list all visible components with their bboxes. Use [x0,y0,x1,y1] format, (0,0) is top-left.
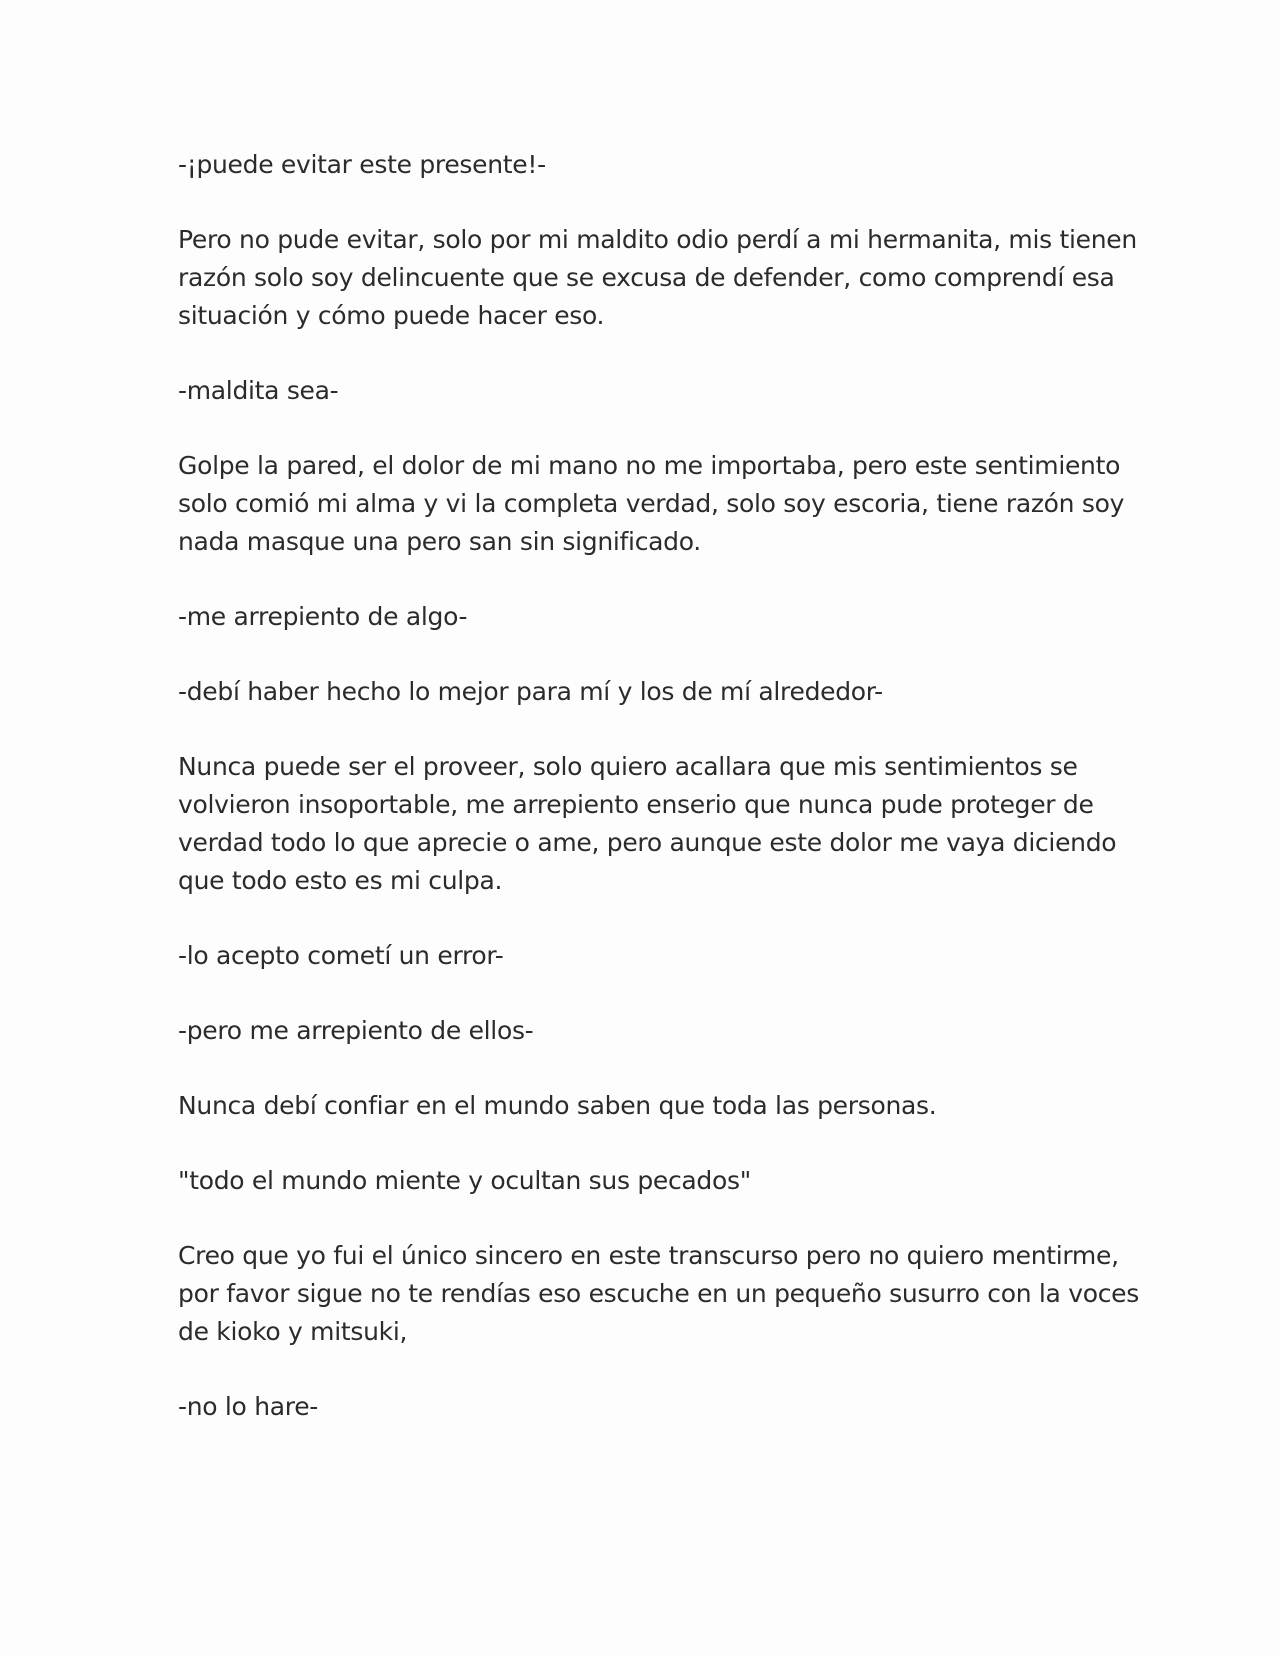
text-line: nada masque una pero san sin significado. [178,527,701,556]
paragraph [178,221,1137,335]
text-line: Creo que yo fui el único sincero en este transcurso pero no quiero mentirme, [178,1241,1119,1270]
text-line: solo comió mi alma y vi la completa verdad, solo soy escoria, tiene razón soy [178,489,1125,518]
paragraph [178,1237,1139,1351]
paragraph [178,372,1118,410]
text-line: -lo acepto cometí un error- [178,941,504,970]
text-line: "todo el mundo miente y ocultan sus pecados" [178,1166,751,1195]
text-line: Nunca puede ser el proveer, solo quiero acallara que mis sentimientos se [178,752,1078,781]
text-line: Pero no pude evitar, solo por mi maldito odio perdí a mi hermanita, mis tienen [178,225,1137,254]
text-line: razón solo soy delincuente que se excusa de defender, como comprendí esa [178,263,1115,292]
text-line: -maldita sea- [178,376,339,405]
text-line: -pero me arrepiento de ellos- [178,1016,534,1045]
paragraph [178,146,1118,184]
text-line: que todo esto es mi culpa. [178,866,503,895]
paragraph [178,748,1118,900]
text-line: Nunca debí confiar en el mundo saben que toda las personas. [178,1091,937,1120]
paragraph [178,598,1118,636]
text-line: por favor sigue no te rendías eso escuche en un pequeño susurro con la voces [178,1279,1139,1308]
paragraph [178,1162,1118,1200]
text-line: de kioko y mitsuki, [178,1317,408,1346]
paragraph [178,1012,1118,1050]
document-page [178,146,1139,1463]
paragraph [178,1087,1118,1125]
text-line: verdad todo lo que aprecie o ame, pero aunque este dolor me vaya diciendo [178,828,1117,857]
text-line: situación y cómo puede hacer eso. [178,301,605,330]
text-line: -no lo hare- [178,1392,318,1421]
text-line: volvieron insoportable, me arrepiento enserio que nunca pude proteger de [178,790,1094,819]
text-line: -debí haber hecho lo mejor para mí y los de mí alrededor- [178,677,883,706]
paragraph [178,447,1125,561]
paragraph [178,673,1118,711]
text-line: -me arrepiento de algo- [178,602,468,631]
text-line: Golpe la pared, el dolor de mi mano no me importaba, pero este sentimiento [178,451,1121,480]
paragraph [178,1388,1118,1426]
text-line: -¡puede evitar este presente!- [178,150,546,179]
paragraph [178,937,1118,975]
